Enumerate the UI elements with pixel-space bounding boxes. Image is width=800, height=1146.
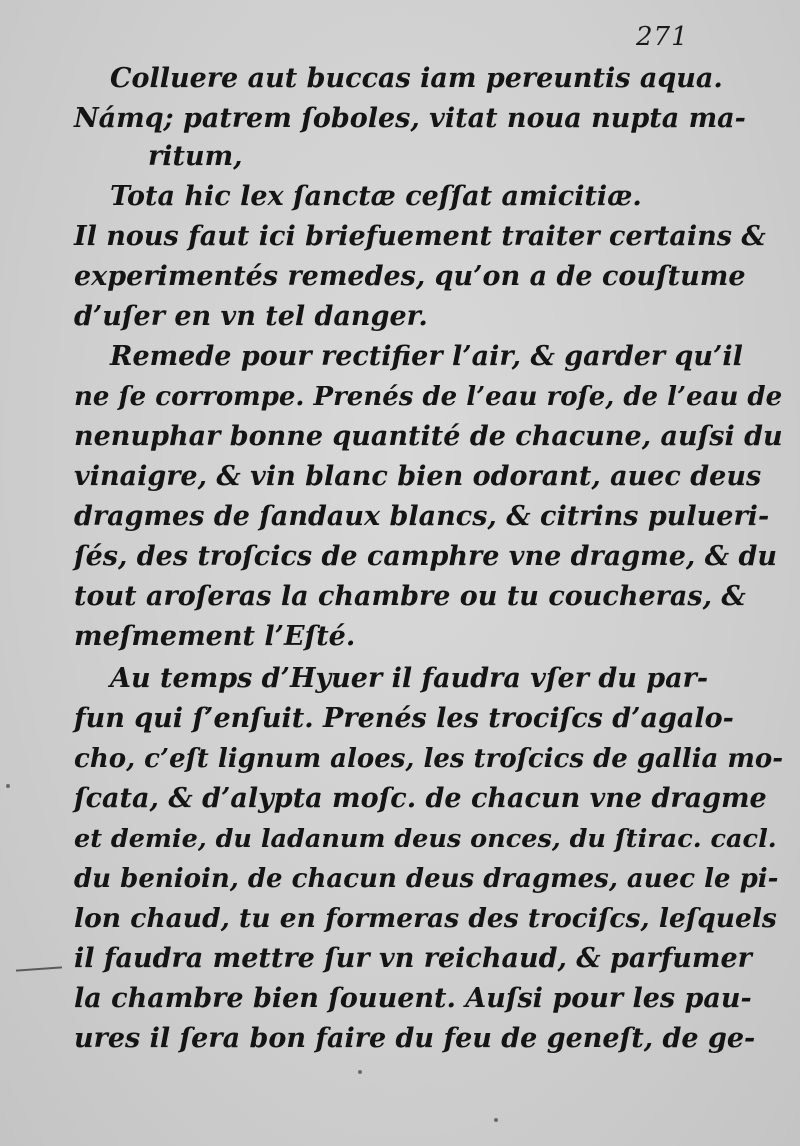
text-line: du benioin, de chacun deus dragmes, auec le pi- [74,864,779,894]
text-line: meſmement l’Eſté. [74,621,356,652]
text-line: Il nous faut ici briefuement traiter certains & [74,221,766,252]
text-line: Au temps d’Hyuer il faudra vſer du par- [110,663,709,694]
text-line: Remede pour rectifier l’air, & garder qu’il [110,341,743,372]
text-line: nenuphar bonne quantité de chacune, auſsi du [74,421,783,452]
text-line: ſcata, & d’alypta moſc. de chacun vne dragme [74,783,767,814]
paper-speck [358,1070,362,1074]
text-line: et demie, du ladanum deus onces, du ſtirac. cacl. [74,824,777,854]
text-line: la chambre bien ſouuent. Auſsi pour les pau- [74,983,752,1014]
text-line: tout aroſeras la chambre ou tu coucheras, & [74,581,746,612]
text-line: dragmes de ſandaux blancs, & citrins pulueri- [74,501,770,532]
text-line: ſés, des troſcics de camphre vne dragme, & du [74,541,777,572]
text-line: cho, c’eſt lignum aloes, les troſcics de gallia mo- [74,744,784,774]
margin-mark [16,966,62,971]
text-line: fun qui ſ’enſuit. Prenés les trociſcs d’agalo- [74,703,734,734]
text-line: d’uſer en vn tel danger. [74,301,428,332]
page-number: 271 [636,22,689,52]
text-line: lon chaud, tu en formeras des trociſcs, leſquels [74,903,777,934]
paper-speck [6,784,10,788]
text-line: Colluere aut buccas iam pereuntis aqua. [110,63,723,94]
text-line: il faudra mettre ſur vn reichaud, & parfumer [74,943,752,974]
text-line: ures il ſera bon faire du feu de geneſt, de ge- [74,1023,756,1054]
text-line: Tota hic lex ſanctæ ceſſat amicitiæ. [110,181,642,212]
paper-speck [494,1118,498,1122]
text-line: ritum, [148,141,243,172]
text-line: experimentés remedes, qu’on a de couſtume [74,261,746,292]
text-line: vinaigre, & vin blanc bien odorant, auec deus [74,461,762,492]
text-line: Námq; patrem ſoboles, vitat noua nupta ma- [74,103,746,134]
text-line: ne ſe corrompe. Prenés de l’eau roſe, de l’eau de [74,382,783,412]
